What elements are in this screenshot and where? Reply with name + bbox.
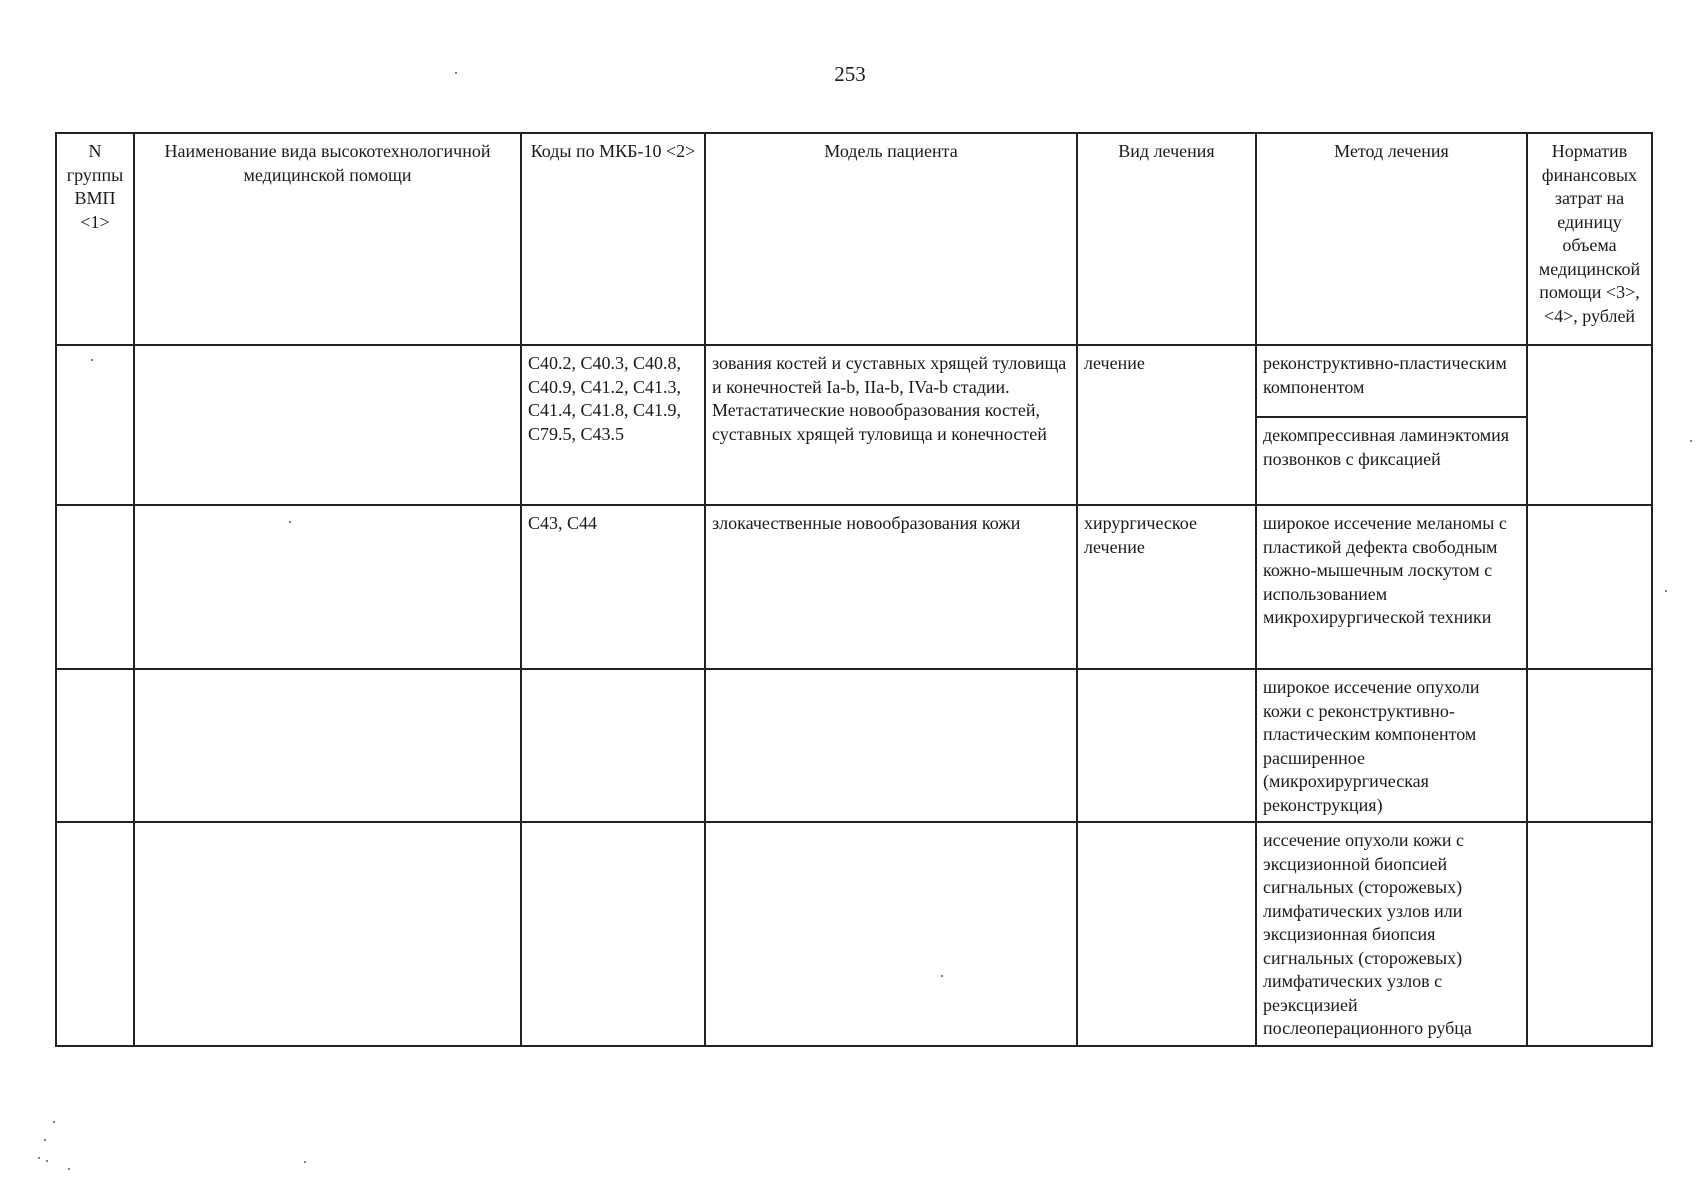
header-type: Вид лечения bbox=[1077, 133, 1256, 345]
scan-speck bbox=[46, 1160, 48, 1162]
cell-name bbox=[134, 505, 521, 669]
cell-norm bbox=[1527, 669, 1652, 822]
scan-speck bbox=[1690, 440, 1692, 442]
cell-group bbox=[56, 822, 134, 1046]
cell-type bbox=[1077, 669, 1256, 822]
cell-name bbox=[134, 822, 521, 1046]
cell-method: иссечение опухоли кожи с эксцизионной биопсией сигнальных (сторожевых) лимфатических узлов или эксцизионная биопсия сигнальных (сторожевых) лимфатических узлов с реэксцизией послеоперационного рубца bbox=[1256, 822, 1527, 1046]
cell-norm bbox=[1527, 505, 1652, 669]
cell-codes bbox=[521, 822, 705, 1046]
cell-name bbox=[134, 345, 521, 505]
cell-type: лечение bbox=[1077, 345, 1256, 505]
scan-speck bbox=[455, 72, 457, 74]
cell-method-split bbox=[1256, 345, 1527, 505]
header-name: Наименование вида высокотехнологичной медицинской помощи bbox=[134, 133, 521, 345]
header-row bbox=[56, 133, 1652, 345]
scan-speck bbox=[289, 521, 291, 523]
table-row bbox=[56, 822, 1652, 1046]
cell-type: хирургическое лечение bbox=[1077, 505, 1256, 669]
cell-method: широкое иссечение меланомы с пластикой дефекта свободным кожно-мышечным лоскутом с использованием микрохирургической техники bbox=[1256, 505, 1527, 669]
cell-group bbox=[56, 505, 134, 669]
table-row bbox=[56, 345, 1652, 505]
cell-method: декомпрессивная ламинэктомия позвонков с фиксацией bbox=[1263, 425, 1510, 469]
scan-speck bbox=[941, 975, 943, 977]
scan-speck bbox=[44, 1139, 46, 1141]
scan-speck bbox=[91, 359, 93, 361]
cell-model bbox=[705, 669, 1077, 822]
cell-norm bbox=[1527, 822, 1652, 1046]
header-norm: Норматив финансовых затрат на единицу объема медицинской помощи <3>, <4>, рублей bbox=[1527, 133, 1652, 345]
cell-model: злокачественные новообразования кожи bbox=[705, 505, 1077, 669]
cell-codes: C40.2, C40.3, C40.8, C40.9, C41.2, C41.3, C41.4, C41.8, C41.9, C79.5, C43.5 bbox=[521, 345, 705, 505]
scan-speck bbox=[1665, 590, 1667, 592]
table-row bbox=[56, 669, 1652, 822]
cell-type bbox=[1077, 822, 1256, 1046]
cell-method: реконструктивно-пластическим компонентом bbox=[1257, 346, 1526, 418]
scan-speck bbox=[68, 1168, 70, 1170]
cell-codes bbox=[521, 669, 705, 822]
cell-group bbox=[56, 345, 134, 505]
scan-speck bbox=[38, 1157, 40, 1159]
header-codes: Коды по МКБ-10 <2> bbox=[521, 133, 705, 345]
cell-model: зования костей и суставных хрящей туловища и конечностей Ia-b, IIa-b, IVa-b стадии. Метастатические новообразования костей, суставных хрящей туловища и конечностей bbox=[705, 345, 1077, 505]
cell-codes: C43, C44 bbox=[521, 505, 705, 669]
scan-speck bbox=[53, 1121, 55, 1123]
cell-group bbox=[56, 669, 134, 822]
medical-care-table bbox=[55, 132, 1653, 1047]
cell-method: широкое иссечение опухоли кожи с реконструктивно-пластическим компонентом расширенное (микрохирургическая реконструкция) bbox=[1256, 669, 1527, 822]
cell-norm bbox=[1527, 345, 1652, 505]
header-group: N группы ВМП <1> bbox=[56, 133, 134, 345]
cell-model bbox=[705, 822, 1077, 1046]
table-row bbox=[56, 505, 1652, 669]
scan-speck bbox=[304, 1161, 306, 1163]
header-method: Метод лечения bbox=[1256, 133, 1527, 345]
page-number: 253 bbox=[834, 62, 866, 86]
header-model: Модель пациента bbox=[705, 133, 1077, 345]
cell-name bbox=[134, 669, 521, 822]
